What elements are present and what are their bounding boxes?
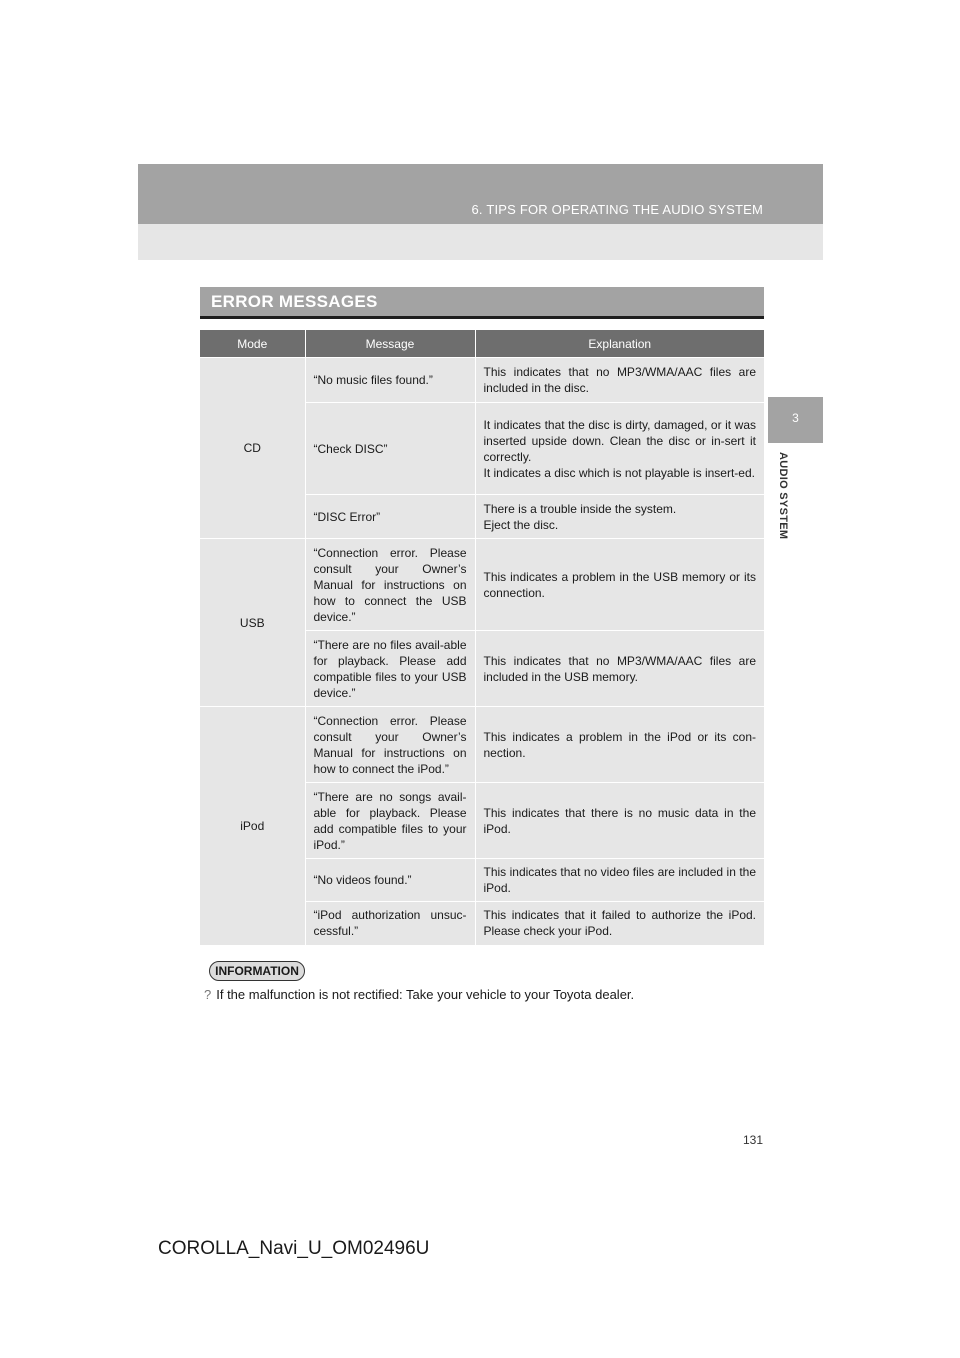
column-header-mode: Mode	[200, 330, 305, 358]
page-header	[138, 164, 823, 260]
message-cell: “There are no files avail-able for playback. Please add compatible files to your USB device.”	[305, 631, 475, 707]
chapter-label: AUDIO SYSTEM	[777, 452, 789, 540]
explanation-cell: This indicates that there is no music data in the iPod.	[475, 783, 764, 859]
page-header-top	[138, 164, 823, 224]
message-cell: “Check DISC”	[305, 403, 475, 495]
table-header-row	[200, 330, 764, 358]
explanation-cell: There is a trouble inside the system. Eject the disc.	[475, 495, 764, 539]
explanation-cell: This indicates that no MP3/WMA/AAC files are included in the USB memory.	[475, 631, 764, 707]
message-cell: “Connection error. Please consult your Owner’s Manual for instructions on how to connect the iPod.”	[305, 707, 475, 783]
explanation-cell: This indicates a problem in the USB memory or its connection.	[475, 539, 764, 631]
chapter-tab[interactable]	[768, 397, 823, 443]
column-header-explanation: Explanation	[475, 330, 764, 358]
mode-cell: CD	[200, 358, 305, 539]
message-cell: “Connection error. Please consult your Owner’s Manual for instructions on how to connect the USB device.”	[305, 539, 475, 631]
explanation-cell: This indicates a problem in the iPod or its con-nection.	[475, 707, 764, 783]
document-id: COROLLA_Navi_U_OM02496U	[158, 1238, 430, 1259]
information-text	[204, 987, 634, 1002]
information-body: If the malfunction is not rectified: Take your vehicle to your Toyota dealer.	[216, 987, 635, 1002]
explanation-cell: This indicates that no video files are included in the iPod.	[475, 859, 764, 902]
table-row	[200, 539, 764, 631]
table-row	[200, 707, 764, 783]
explanation-cell: This indicates that no MP3/WMA/AAC files are included in the disc.	[475, 358, 764, 403]
mode-cell: USB	[200, 539, 305, 707]
explanation-cell: This indicates that it failed to authorize the iPod. Please check your iPod.	[475, 902, 764, 945]
message-cell: “There are no songs avail-able for playback. Please add compatible files to your iPod.”	[305, 783, 475, 859]
message-cell: “iPod authorization unsuc-cessful.”	[305, 902, 475, 945]
explanation-cell: It indicates that the disc is dirty, damaged, or it was inserted upside down. Clean the disc or in-sert it correctly. It indicates a disc which is not playable is insert-ed.	[475, 403, 764, 495]
chapter-number: 3	[792, 411, 799, 425]
error-messages-table	[200, 330, 764, 945]
section-title: ERROR MESSAGES	[211, 292, 378, 311]
section-header	[200, 287, 764, 319]
table-row	[200, 358, 764, 403]
message-cell: “No music files found.”	[305, 358, 475, 403]
header-section-title: 6. TIPS FOR OPERATING THE AUDIO SYSTEM	[471, 202, 763, 217]
message-cell: “No videos found.”	[305, 859, 475, 902]
message-cell: “DISC Error”	[305, 495, 475, 539]
bullet-icon: ?	[204, 987, 212, 1002]
column-header-message: Message	[305, 330, 475, 358]
page-number: 131	[743, 1133, 764, 1147]
information-badge: INFORMATION	[209, 961, 305, 981]
mode-cell: iPod	[200, 707, 305, 945]
